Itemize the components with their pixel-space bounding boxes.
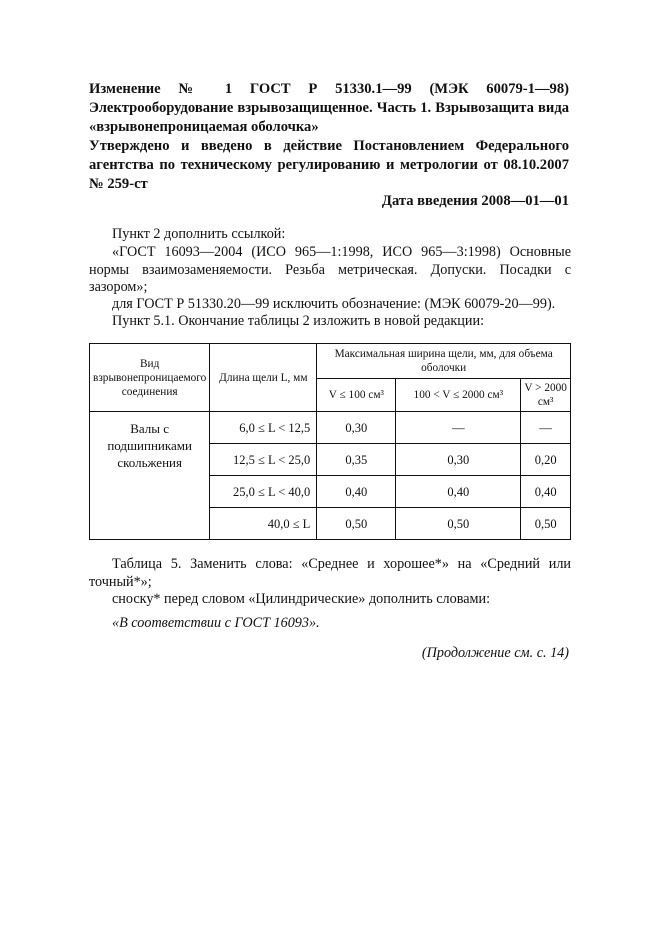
cell-value: 0,50 <box>521 508 571 540</box>
sub-header-v-large: V > 2000 см³ <box>521 379 571 412</box>
paragraph-quote: «В соответствии с ГОСТ 16093». <box>112 615 320 631</box>
amendment-title: Изменение № 1 ГОСТ Р 51330.1—99 (МЭК 60079-1—98) Электрооборудование взрывозащищенное. Часть 1. Взрывозащита вида «взрывонепроницаемая оболочка» <box>89 81 569 135</box>
col-header-gap-length: Длина щели L, мм <box>210 344 317 412</box>
cell-value: 0,50 <box>317 508 396 540</box>
cell-value: 0,30 <box>396 444 521 476</box>
paragraph-exclusion: для ГОСТ Р 51330.20—99 исключить обозначение: (МЭК 60079-20—99). <box>112 296 556 312</box>
cell-value: 0,50 <box>396 508 521 540</box>
cell-value: — <box>396 412 521 444</box>
cell-value: — <box>521 412 571 444</box>
col-header-max-gap-width: Максимальная ширина щели, мм, для объема оболочки <box>317 344 571 379</box>
row-group-label: Валы с подшипниками скольжения <box>90 412 210 540</box>
cell-length: 6,0 ≤ L < 12,5 <box>210 412 317 444</box>
paragraph-footnote: сноску* перед словом «Цилиндрические» дополнить словами: <box>112 591 491 607</box>
paragraph-table-5: Таблица 5. Заменить слова: «Среднее и хорошее*» на «Средний или точный*»; <box>89 556 571 590</box>
col-header-joint-type: Вид взрывонепроницаемого соединения <box>90 344 210 412</box>
cell-value: 0,40 <box>521 476 571 508</box>
cell-value: 0,35 <box>317 444 396 476</box>
paragraph-clause-2: Пункт 2 дополнить ссылкой: <box>112 226 286 242</box>
cell-value: 0,40 <box>317 476 396 508</box>
cell-length: 25,0 ≤ L < 40,0 <box>210 476 317 508</box>
effective-date: Дата введения 2008—01—01 <box>381 193 569 209</box>
paragraph-gost-reference: «ГОСТ 16093—2004 (ИСО 965—1:1998, ИСО 965—3:1998) Основные нормы взаимозаменяемости. Резьба метрическая. Допуски. Посадки с зазором»; <box>89 244 571 295</box>
sub-header-v-medium: 100 < V ≤ 2000 см³ <box>396 379 521 412</box>
cell-length: 40,0 ≤ L <box>210 508 317 540</box>
cell-value: 0,30 <box>317 412 396 444</box>
cell-value: 0,20 <box>521 444 571 476</box>
approval-statement: Утверждено и введено в действие Постановлением Федерального агентства по техническому регулированию и метрологии от 08.10.2007 № 259-ст <box>89 138 569 192</box>
cell-length: 12,5 ≤ L < 25,0 <box>210 444 317 476</box>
cell-value: 0,40 <box>396 476 521 508</box>
gap-width-table <box>89 343 571 540</box>
continuation-note: (Продолжение см. с. 14) <box>421 645 569 661</box>
sub-header-v-small: V ≤ 100 см³ <box>317 379 396 412</box>
table-row <box>90 412 571 444</box>
paragraph-clause-5-1: Пункт 5.1. Окончание таблицы 2 изложить в новой редакции: <box>112 313 485 329</box>
